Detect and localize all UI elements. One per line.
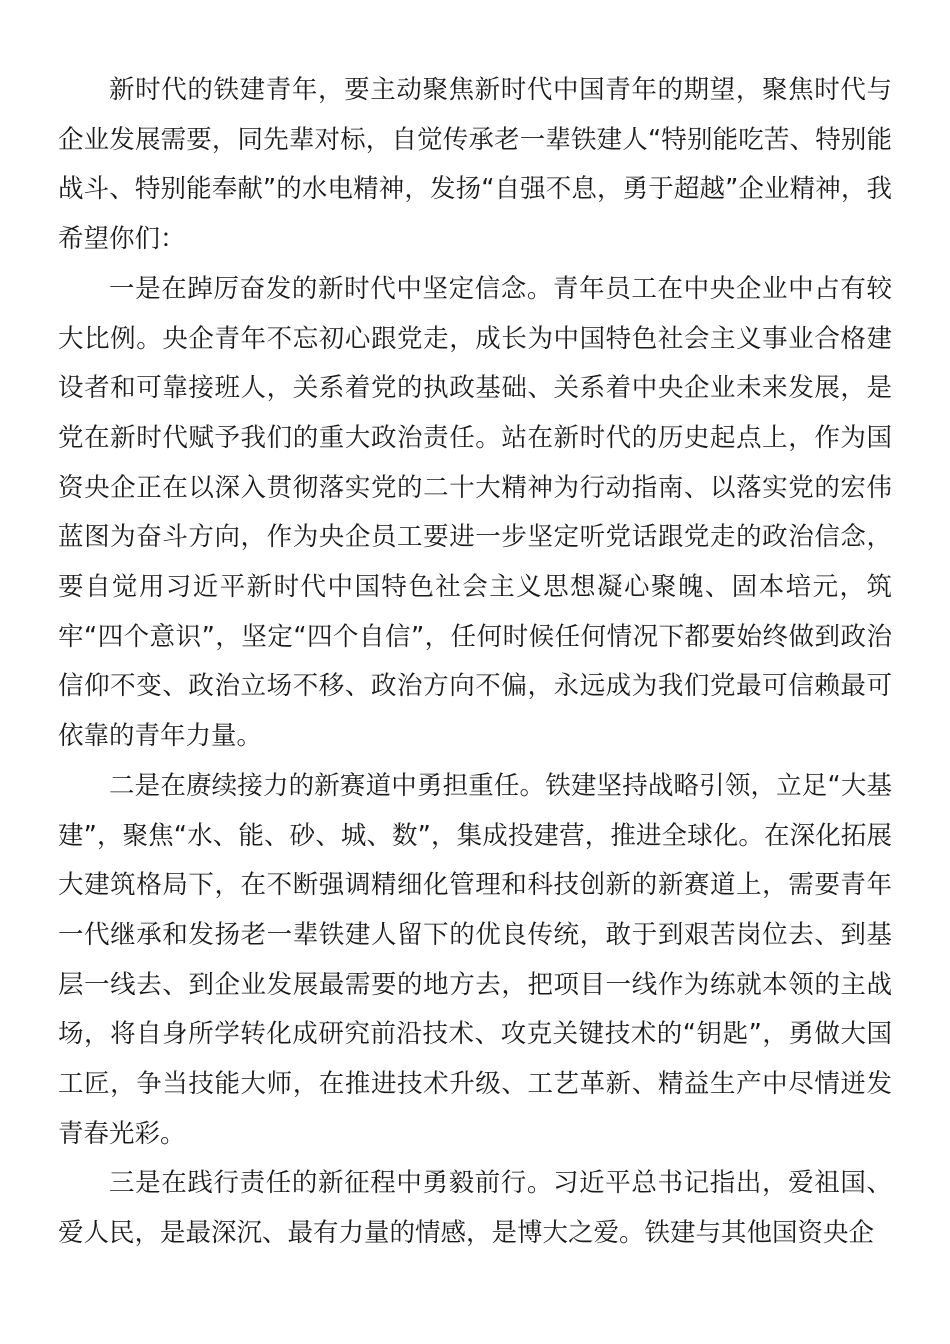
paragraph-point-three: 三是在践行责任的新征程中勇毅前行。习近平总书记指出，爱祖国、爱人民，是最深沉、最有力量的情感，是博大之爱。铁建与其他国资央企: [58, 1168, 892, 1249]
paragraph-point-one: 一是在踔厉奋发的新时代中坚定信念。青年员工在中央企业中占有较大比例。央企青年不忘初心跟党走，成长为中国特色社会主义事业合格建设者和可靠接班人，关系着党的执政基础、关系着中央企业未来发展，是党在新时代赋予我们的重大政治责任。站在新时代的历史起点上，作为国资央企正在以深入贯彻落实党的二十大精神为行动指南、以落实党的宏伟蓝图为奋斗方向，作为央企员工要进一步坚定听党话跟党走的政治信念，要自觉用习近平新时代中国特色社会主义思想凝心聚魄、固本培元，筑牢“四个意识”，坚定“四个自信”，任何时候任何情况下都要始终做到政治信仰不变、政治立场不移、政治方向不偏，永远成为我们党最可信赖最可依靠的青年力量。: [58, 273, 892, 752]
paragraph-point-two: 二是在赓续接力的新赛道中勇担重任。铁建坚持战略引领，立足“大基建”，聚焦“水、能、砂、城、数”，集成投建营，推进全球化。在深化拓展大建筑格局下，在不断强调精细化管理和科技创新的新赛道上，需要青年一代继承和发扬老一辈铁建人留下的优良传统，敢于到艰苦岗位去、到基层一线去、到企业发展最需要的地方去，把项目一线作为练就本领的主战场，将自身所学转化成研究前沿技术、攻克关键技术的“钥匙”，勇做大国工匠，争当技能大师，在推进技术升级、工艺革新、精益生产中尽情迸发青春光彩。: [58, 770, 892, 1149]
document-body: [58, 66, 892, 1259]
paragraph-intro: 新时代的铁建青年，要主动聚焦新时代中国青年的期望，聚焦时代与企业发展需要，同先辈对标，自觉传承老一辈铁建人“特别能吃苦、特别能战斗、特别能奉献”的水电精神，发扬“自强不息，勇于超越”企业精神，我希望你们：: [58, 75, 892, 255]
